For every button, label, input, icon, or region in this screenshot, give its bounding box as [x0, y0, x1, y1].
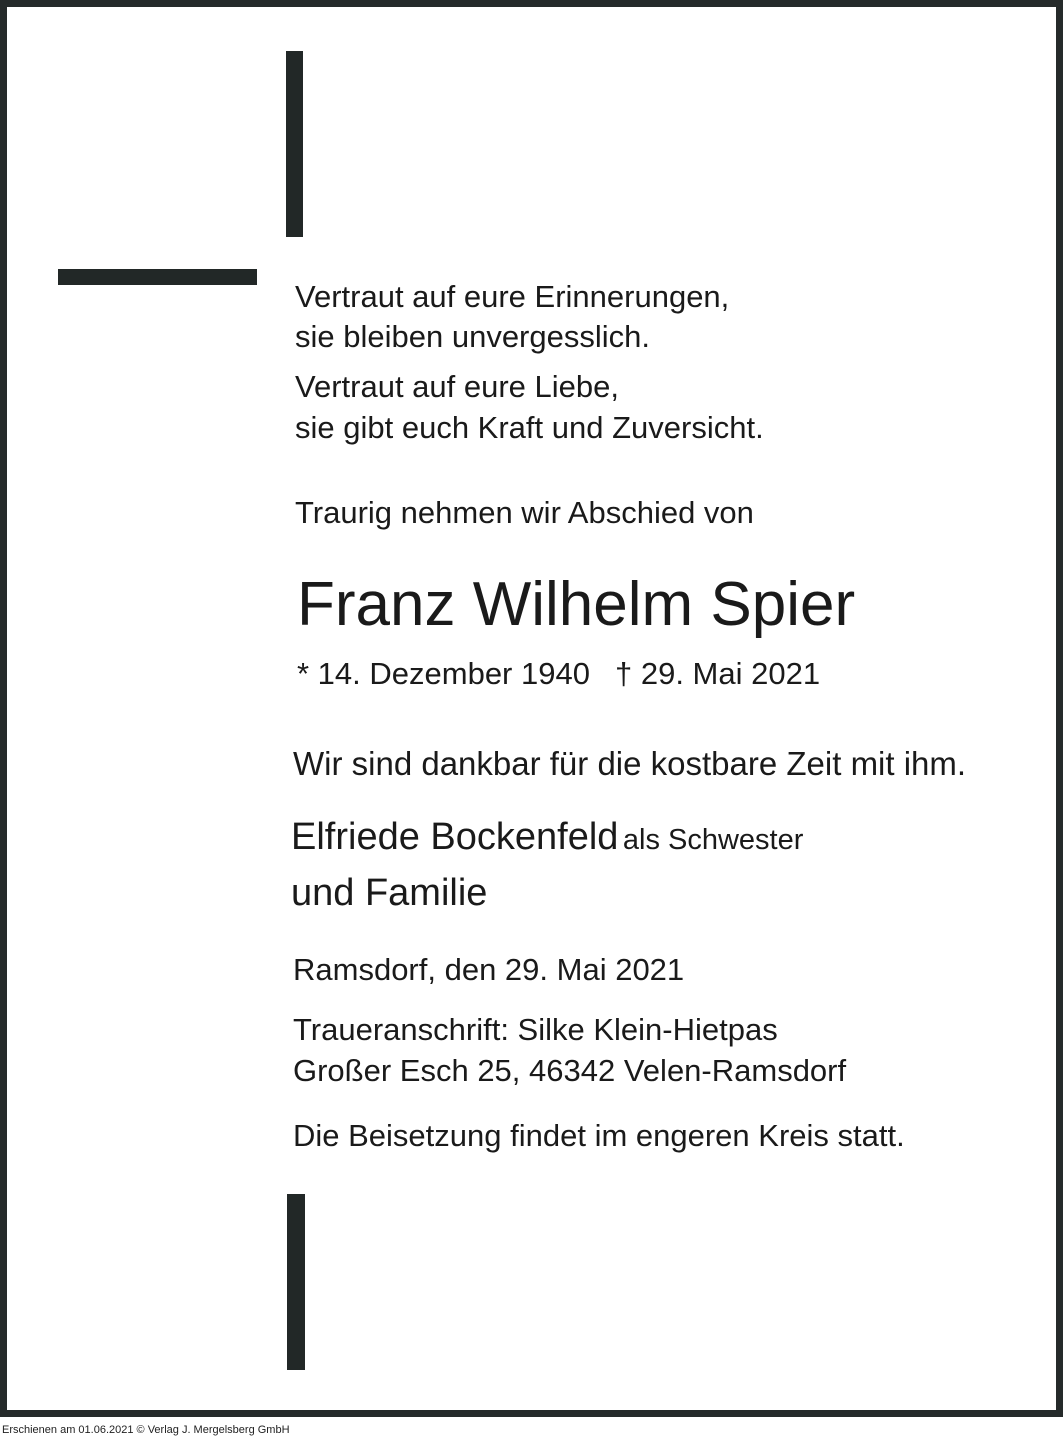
publication-footer: Erschienen am 01.06.2021 © Verlag J. Mergelsberg GmbH [2, 1424, 290, 1436]
cross-horizontal-bar [58, 269, 257, 285]
address-line-2: Großer Esch 25, 46342 Velen-Ramsdorf [293, 1053, 847, 1088]
verse-line-1: Vertraut auf eure Erinnerungen, [295, 279, 730, 314]
mourner-line [291, 818, 803, 856]
deceased-name: Franz Wilhelm Spier [297, 570, 856, 639]
mourner-family: und Familie [291, 872, 488, 914]
burial-note: Die Beisetzung findet im engeren Kreis statt. [293, 1118, 905, 1153]
verse-line-3: Vertraut auf eure Liebe, [295, 369, 620, 404]
mourner-name: Elfriede Bockenfeld [291, 816, 619, 858]
cross-bottom-vertical-bar [287, 1194, 305, 1370]
birth-date: * 14. Dezember 1940 [297, 656, 590, 691]
mourner-relation: als Schwester [622, 824, 804, 856]
gratitude-text: Wir sind dankbar für die kostbare Zeit mit ihm. [293, 745, 967, 782]
intro-text: Traurig nehmen wir Abschied von [295, 495, 754, 530]
cross-top-vertical-bar [286, 51, 303, 237]
address-line-1: Traueranschrift: Silke Klein-Hietpas [293, 1012, 778, 1047]
place-date: Ramsdorf, den 29. Mai 2021 [293, 952, 685, 987]
verse-line-2: sie bleiben unvergesslich. [295, 319, 650, 354]
death-date: † 29. Mai 2021 [615, 656, 821, 691]
verse-line-4: sie gibt euch Kraft und Zuversicht. [295, 410, 764, 445]
